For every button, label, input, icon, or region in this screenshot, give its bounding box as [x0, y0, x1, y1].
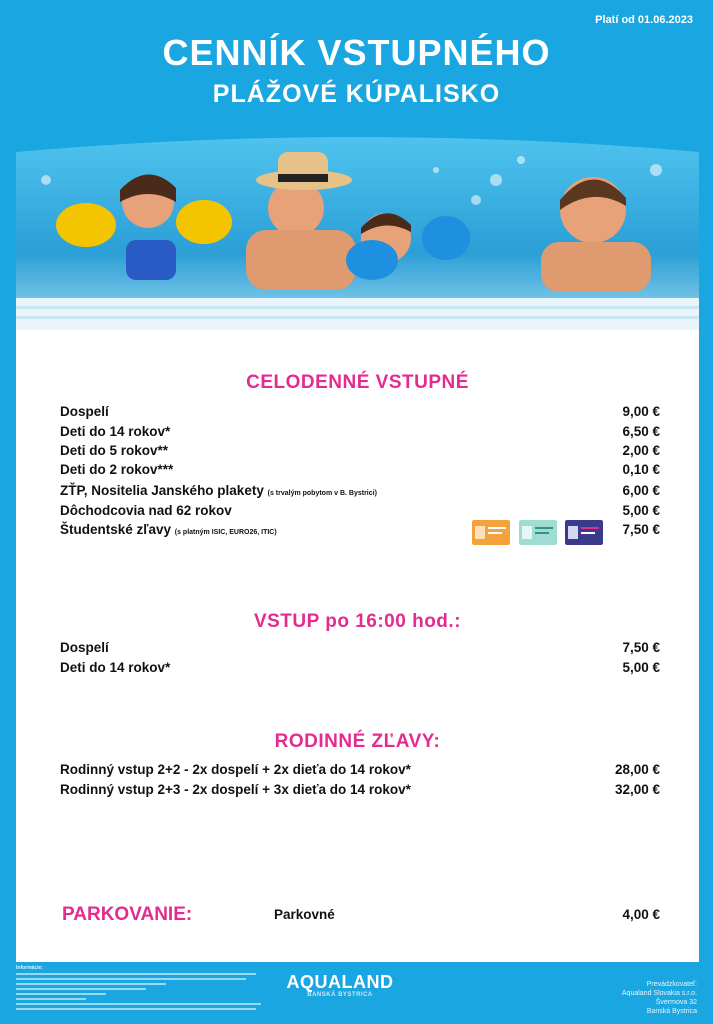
price-row — [60, 640, 660, 659]
price-value: 32,00 € — [614, 782, 660, 797]
parking-label: Parkovné — [274, 907, 335, 922]
euro26-card-icon — [519, 520, 557, 545]
price-label: Rodinný vstup 2+2 - 2x dospelí + 2x dieťa do 14 rokov* — [60, 762, 411, 777]
price-label: Deti do 14 rokov* — [60, 424, 171, 439]
price-value: 6,00 € — [622, 483, 660, 498]
valid-from-label: Platí od 01.06.2023 — [595, 14, 693, 26]
operator-city: Banská Bystrica — [646, 1008, 697, 1015]
isic-card-icon — [472, 520, 510, 545]
price-note: (s platným ISIC, EURO26, ITIC) — [174, 529, 277, 536]
after-16-heading: VSTUP po 16:00 hod.: — [253, 611, 462, 632]
page-title: CENNÍK VSTUPNÉHO — [162, 32, 551, 73]
operator-name: Aqualand Slovakia s.r.o. — [621, 990, 697, 997]
price-label: Študentské zľavy (s platným ISIC, EURO26, ITIC) — [60, 522, 277, 537]
price-label: Deti do 5 rokov** — [60, 443, 169, 458]
price-value: 0,10 € — [622, 462, 660, 477]
price-label: Dospelí — [60, 404, 109, 419]
price-row — [60, 762, 660, 781]
itic-card-icon — [565, 520, 603, 545]
price-label: Rodinný vstup 2+3 - 2x dospelí + 3x dieťa do 14 rokov* — [60, 782, 411, 797]
price-value: 5,00 € — [622, 503, 660, 518]
info-heading: Informácie: — [16, 965, 43, 971]
price-row — [60, 660, 660, 679]
operator-info — [622, 980, 697, 1016]
price-label: Deti do 14 rokov* — [60, 660, 171, 675]
family-heading: RODINNÉ ZĽAVY: — [274, 731, 441, 752]
price-label: Dôchodcovia nad 62 rokov — [60, 503, 232, 518]
price-value: 5,00 € — [622, 660, 660, 675]
price-row — [60, 443, 660, 462]
price-row — [60, 782, 660, 801]
price-value: 7,50 € — [622, 640, 660, 655]
info-block — [16, 966, 266, 1016]
price-label: Dospelí — [60, 640, 109, 655]
price-label: ZŤP, Nositelia Janského plakety (s trvalým pobytom v B. Bystrici) — [60, 483, 377, 498]
operator-label: Prevádzkovateľ: — [646, 981, 697, 988]
price-value: 2,00 € — [622, 443, 660, 458]
student-cards — [472, 520, 612, 546]
logo-sub: BANSKÁ BYSTRICA — [307, 992, 373, 998]
price-value: 9,00 € — [622, 404, 660, 419]
family-pool-photo — [16, 130, 699, 330]
price-label: Deti do 2 rokov*** — [60, 462, 174, 477]
operator-street: Švermova 32 — [655, 999, 697, 1006]
price-value: 6,50 € — [622, 424, 660, 439]
parking-heading: PARKOVANIE: — [62, 904, 193, 925]
logo-main: AQUALAND — [286, 972, 394, 992]
price-row — [60, 462, 660, 481]
price-note: (s trvalým pobytom v B. Bystrici) — [267, 490, 377, 497]
parking-price: 4,00 € — [622, 907, 660, 922]
price-row — [60, 404, 660, 423]
full-day-heading: CELODENNÉ VSTUPNÉ — [246, 372, 469, 393]
aqualand-logo — [280, 972, 400, 998]
parking-row — [274, 907, 660, 922]
footer — [0, 962, 713, 1024]
price-row — [60, 424, 660, 443]
price-row — [60, 483, 660, 502]
fine-print-lines — [16, 971, 266, 1015]
price-value: 7,50 € — [622, 522, 660, 537]
page-subtitle: PLÁŽOVÉ KÚPALISKO — [212, 80, 501, 108]
price-value: 28,00 € — [614, 762, 660, 777]
